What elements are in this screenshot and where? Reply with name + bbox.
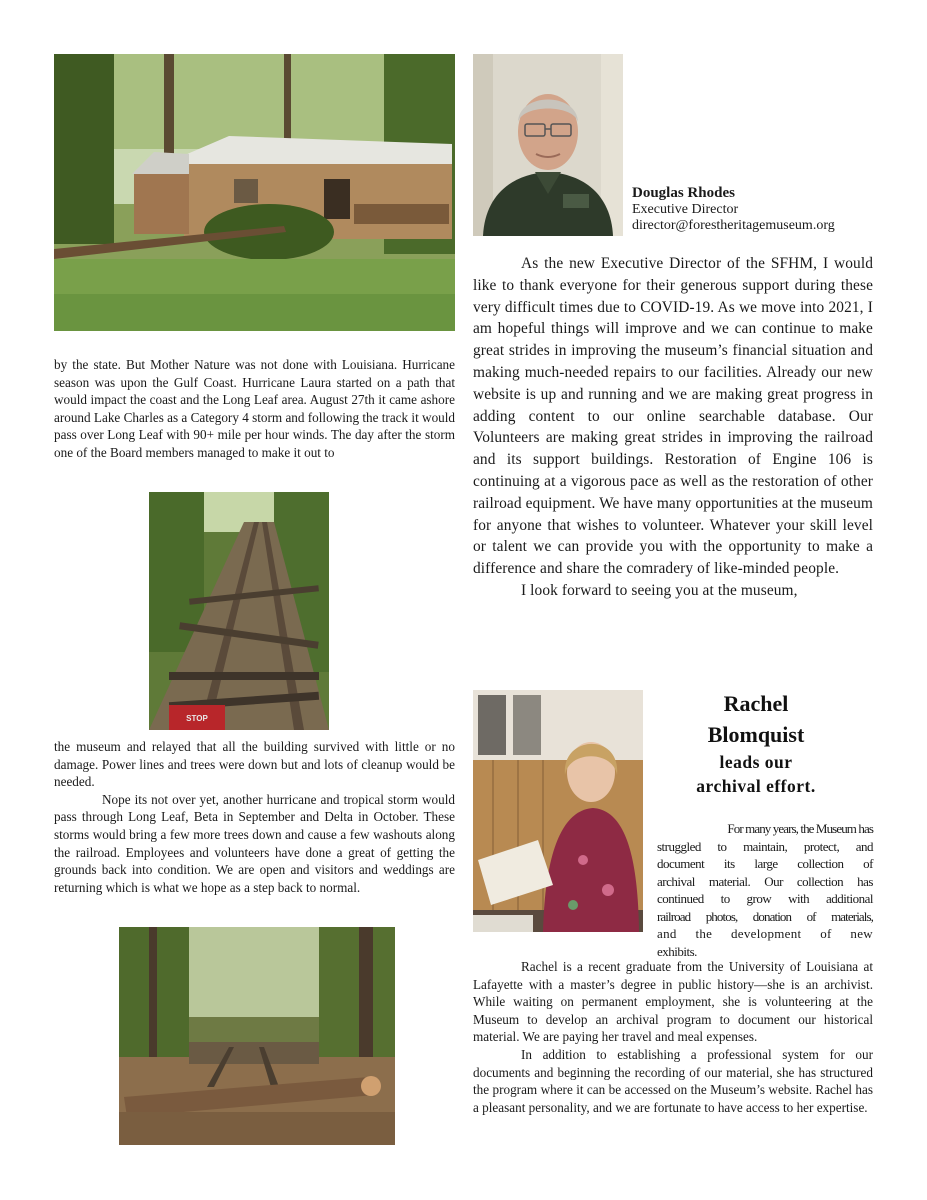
rachel-paragraph-3: In addition to establishing a professional system for our documents and beginning the recording of our material, she has structured the program where it can be accessed on the Museum’s website. Rachel has a pleasant personality, and we are fortunate to have access to her expertise. xyxy=(473,1046,873,1115)
rachel-intro-line: document its large collection of xyxy=(657,856,873,871)
director-email: director@forestheritagemuseum.org xyxy=(632,218,835,233)
railroad-tracks-photo xyxy=(149,492,329,730)
stop-sign-label: STOP xyxy=(186,714,208,723)
rachel-intro-paragraph xyxy=(657,820,873,960)
director-letter xyxy=(473,253,873,602)
rachel-intro-line: struggled to maintain, protect, and xyxy=(657,838,873,854)
director-letter-closing: I look forward to seeing you at the museum, xyxy=(521,581,798,599)
headline-line-1: Rachel xyxy=(723,691,789,716)
rachel-intro-line: archival material. Our collection has xyxy=(657,873,873,889)
fallen-tree-photo xyxy=(119,927,395,1145)
rachel-blomquist-photo xyxy=(473,690,643,932)
left-article-paragraph-1: by the state. But Mother Nature was not done with Louisiana. Hurricane season was upon the Gulf Coast. Hurricane Laura started on a path that would impact the coast and the Long Leaf area. August 27th it came ashore around Lake Charles as a Category 4 storm and following the track it would pass over Long Leaf with 90+ mile per hour winds. The day after the storm one of the Board members managed to make it out to xyxy=(54,357,456,460)
director-caption xyxy=(632,185,892,235)
rachel-intro-line: For many years, the Museum has xyxy=(727,821,873,836)
rachel-intro-line: railroad photos, donation of materials, xyxy=(657,908,873,924)
rachel-intro-line: and the development of new xyxy=(657,926,873,941)
subhead-line-1: leads our xyxy=(719,752,793,772)
headline-line-2: Blomquist xyxy=(707,722,805,747)
douglas-rhodes-photo xyxy=(473,54,623,236)
rachel-intro-line: continued to grow with additional xyxy=(657,891,873,906)
rachel-paragraph-2: Rachel is a recent graduate from the University of Louisiana at Lafayette with a master’s degree in public history—she is an archivist. While waiting on permanent employment, she is volunteering at the Museum to develop an archival program to document our historical material. We are paying her travel and meal expenses. xyxy=(473,959,873,1045)
director-letter-body: As the new Executive Director of the SFHM, I would like to thank everyone for their generous support during these very difficult times due to COVID-19. As we move into 2021, I am hopeful things will improve and we can continue to make great strides in improving the museum’s financial situation and making much-needed repairs to our facilities. Already our new website is up and running and we are making great progress in adding content to our online searchable database. Our Volunteers are making great strides in improving the railroad and its support buildings. Restoration of Engine 106 is continuing at a vigorous pace as well as the restoration of other railroad equipment. We have many opportunities at the museum for anyone that wishes to volunteer. Whatever your skill level or talent we can provide you with the opportunity to make a difference and share the comradery of like-minded people. xyxy=(473,255,873,578)
rachel-headline xyxy=(660,688,852,798)
rachel-body xyxy=(473,958,873,1116)
subhead-line-2: archival effort. xyxy=(696,776,816,796)
director-name: Douglas Rhodes xyxy=(632,185,735,201)
left-article-paragraph-2: the museum and relayed that all the building survived with little or no damage. Power lines and trees were down but and lots of cleanup would be needed. Nope its not over yet, another hurricane and tropical storm would pass through Long Leaf, Beta in September and Delta in October. These storms would bring a few more trees down and cause a few washouts along the railroad. Employees and volunteers have done a great of getting the grounds back into condition. We are open and visitors and weddings are returning which is what we hope as a step back to normal. xyxy=(54,739,455,895)
rachel-intro-line: exhibits. xyxy=(657,943,697,959)
director-title: Executive Director xyxy=(632,201,739,217)
museum-building-photo xyxy=(54,54,455,331)
